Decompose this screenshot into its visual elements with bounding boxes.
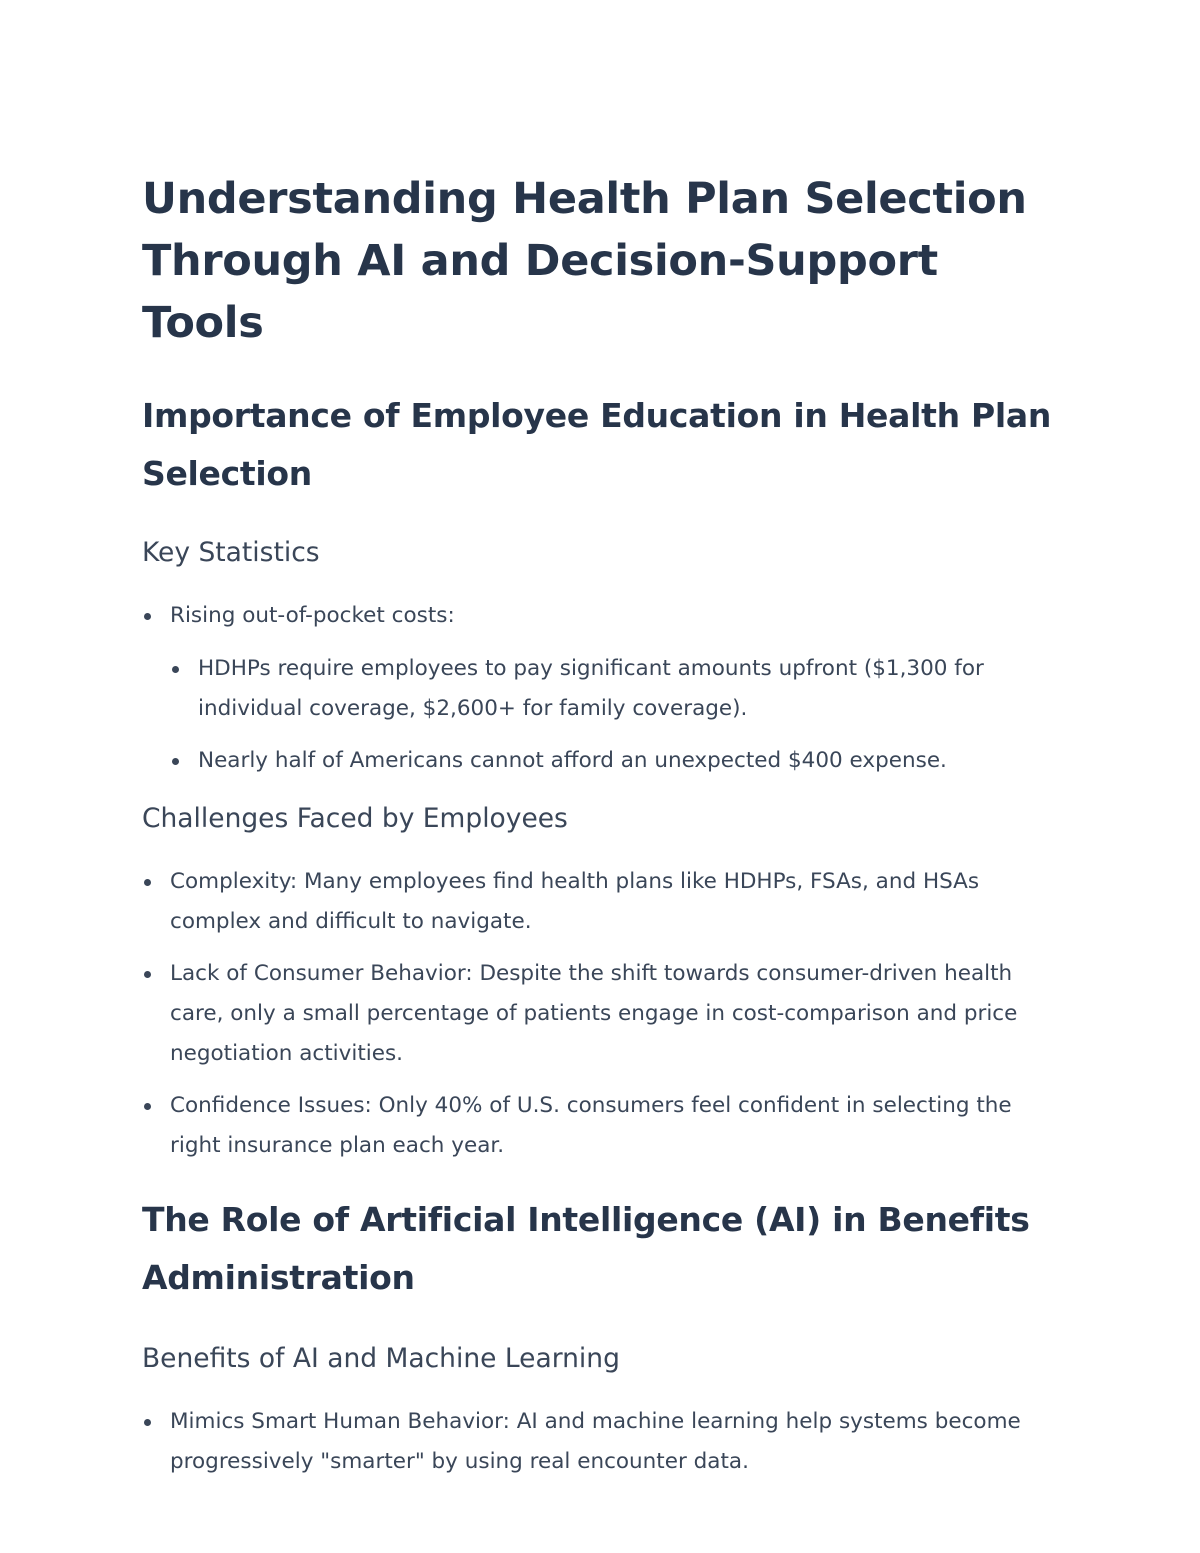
list-item [142, 596, 1062, 781]
subsection-heading-challenges: Challenges Faced by Employees [142, 803, 568, 834]
subsection-heading-ai-benefits: Benefits of AI and Machine Learning [142, 1343, 620, 1374]
list-item-text: Rising out-of-pocket costs: [170, 603, 455, 628]
document-title: Understanding Health Plan Selection Through AI and Decision-Support Tools [142, 174, 1027, 348]
sub-list-item: Nearly half of Americans cannot afford an unexpected $400 expense. [170, 741, 1062, 781]
subsection-heading-key-statistics: Key Statistics [142, 537, 320, 568]
list-item: Lack of Consumer Behavior: Despite the shift towards consumer-driven health care, only a small percentage of patients engage in cost-comparison and price negotiation activities. [142, 954, 1062, 1074]
list-item: Complexity: Many employees find health plans like HDHPs, FSAs, and HSAs complex and difficult to navigate. [142, 862, 1062, 942]
challenges-list [142, 862, 1062, 1166]
sub-list [170, 649, 1062, 781]
section-heading-ai-role: The Role of Artificial Intelligence (AI) in Benefits Administration [142, 1200, 1030, 1297]
document-page [142, 168, 1062, 1482]
sub-list-item: HDHPs require employees to pay significant amounts upfront ($1,300 for individual coverage, $2,600+ for family coverage). [170, 649, 1062, 729]
list-item: Confidence Issues: Only 40% of U.S. consumers feel confident in selecting the right insurance plan each year. [142, 1086, 1062, 1166]
list-item: Mimics Smart Human Behavior: AI and machine learning help systems become progressively "smarter" by using real encounter data. [142, 1402, 1062, 1482]
section-heading-employee-education: Importance of Employee Education in Health Plan Selection [142, 396, 1052, 493]
key-statistics-list [142, 596, 1062, 781]
ai-benefits-list [142, 1402, 1062, 1482]
